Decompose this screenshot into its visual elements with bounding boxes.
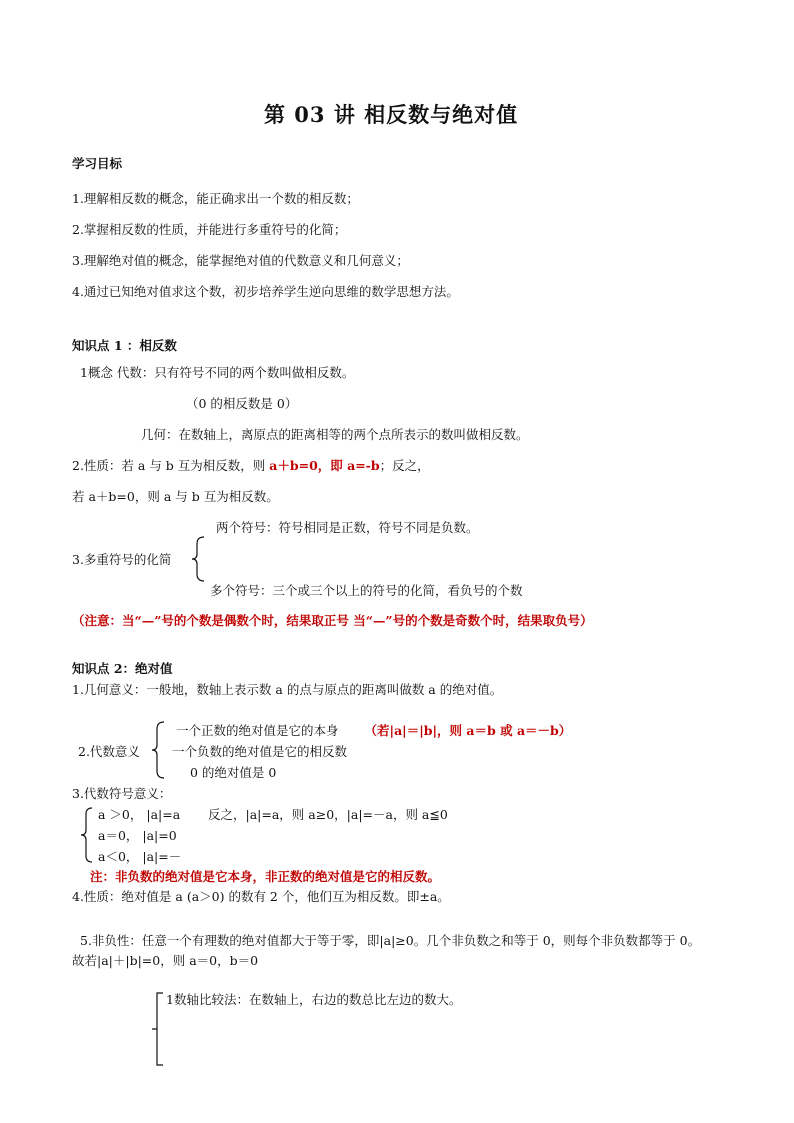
k2-nonneg-line-2: 故若|a|＋|b|=0，则 a＝0，b＝0: [72, 953, 259, 968]
left-brace-icon: [190, 536, 206, 582]
k1-property-line-2: 若 a＋b=0，则 a 与 b 互为相反数。: [72, 489, 279, 504]
k2-property: 4.性质：绝对值是 a (a＞0) 的数有 2 个，他们互为相反数。即±a。: [72, 889, 450, 904]
k2-alg-positive-text: 一个正数的绝对值是它的本身: [176, 723, 339, 738]
k2-heading: 知识点 2：绝对值: [72, 661, 173, 676]
k2-alg-positive: [176, 722, 571, 740]
k1-heading: 知识点 1 ：相反数: [72, 338, 177, 353]
goals-heading: 学习目标: [72, 156, 123, 171]
k1-property-pre: 2.性质：若 a 与 b 互为相反数，则: [72, 458, 270, 473]
left-brace-icon: [80, 807, 94, 863]
k2-sym-note: 注：非负数的绝对值是它本身，非正数的绝对值是它的相反数。: [90, 869, 441, 884]
k1-simp-label: 3.多重符号的化简: [72, 552, 172, 567]
goal-item-4: 4.通过已知绝对值求这个数，初步培养学生逆向思维的数学思想方法。: [72, 284, 459, 299]
k2-sym-negative: a＜0， |a|=－: [98, 849, 182, 864]
goal-item-1: 1.理解相反数的概念，能正确求出一个数的相反数；: [72, 191, 359, 206]
k1-concept-algebraic: 1概念 代数：只有符号不同的两个数叫做相反数。: [80, 365, 355, 380]
k2-alg-label: 2.代数意义: [78, 744, 140, 759]
k2-nonneg-line-1: 5.非负性：任意一个有理数的绝对值都大于等于零，即|a|≥0。几个非负数之和等于 0，则每个非负数都等于 0。: [80, 933, 701, 948]
k1-simp-many-signs: 多个符号：三个或三个以上的符号的化简，看负号的个数: [210, 583, 523, 598]
k2-sym-zero: a＝0， |a|=0: [98, 828, 177, 843]
k1-note: （注意：当“—”号的个数是偶数个时，结果取正号 当“—”号的个数是奇数个时，结果取负号）: [72, 613, 593, 628]
k1-property-post: ；反之，: [379, 458, 430, 473]
k2-geometric-meaning: 1.几何意义：一般地，数轴上表示数 a 的点与原点的距离叫做数 a 的绝对值。: [72, 682, 503, 697]
left-brace-icon: [150, 721, 166, 779]
page-title: 第 03 讲 相反数与绝对值: [264, 102, 519, 127]
k2-alg-negative: 一个负数的绝对值是它的相反数: [172, 744, 348, 759]
k1-property-line-1: [72, 457, 430, 475]
k1-zero-note: （0 的相反数是 0）: [186, 396, 298, 411]
k2-sym-heading: 3.代数符号意义：: [72, 786, 172, 801]
goal-item-2: 2.掌握相反数的性质，并能进行多重符号的化简；: [72, 222, 347, 237]
goal-item-3: 3.理解绝对值的概念，能掌握绝对值的代数意义和几何意义；: [72, 253, 409, 268]
k2-sym-positive: a ＞0， |a|=a: [98, 807, 181, 822]
bracket-icon: [152, 992, 164, 1066]
k1-property-formula: a＋b=0，即 a=-b: [269, 458, 380, 473]
k2-sym-reverse: 反之，|a|=a，则 a≥0，|a|=－a，则 a≦0: [208, 807, 448, 822]
k2-alg-zero: 0 的绝对值是 0: [190, 765, 277, 780]
k2-alg-note: （若|a|＝|b|，则 a＝b 或 a＝－b）: [364, 723, 572, 738]
k1-simp-two-signs: 两个符号：符号相同是正数，符号不同是负数。: [216, 520, 479, 535]
k2-compare-1: 1数轴比较法：在数轴上，右边的数总比左边的数大。: [166, 992, 462, 1007]
k1-concept-geometric: 几何：在数轴上，离原点的距离相等的两个点所表示的数叫做相反数。: [141, 427, 529, 442]
